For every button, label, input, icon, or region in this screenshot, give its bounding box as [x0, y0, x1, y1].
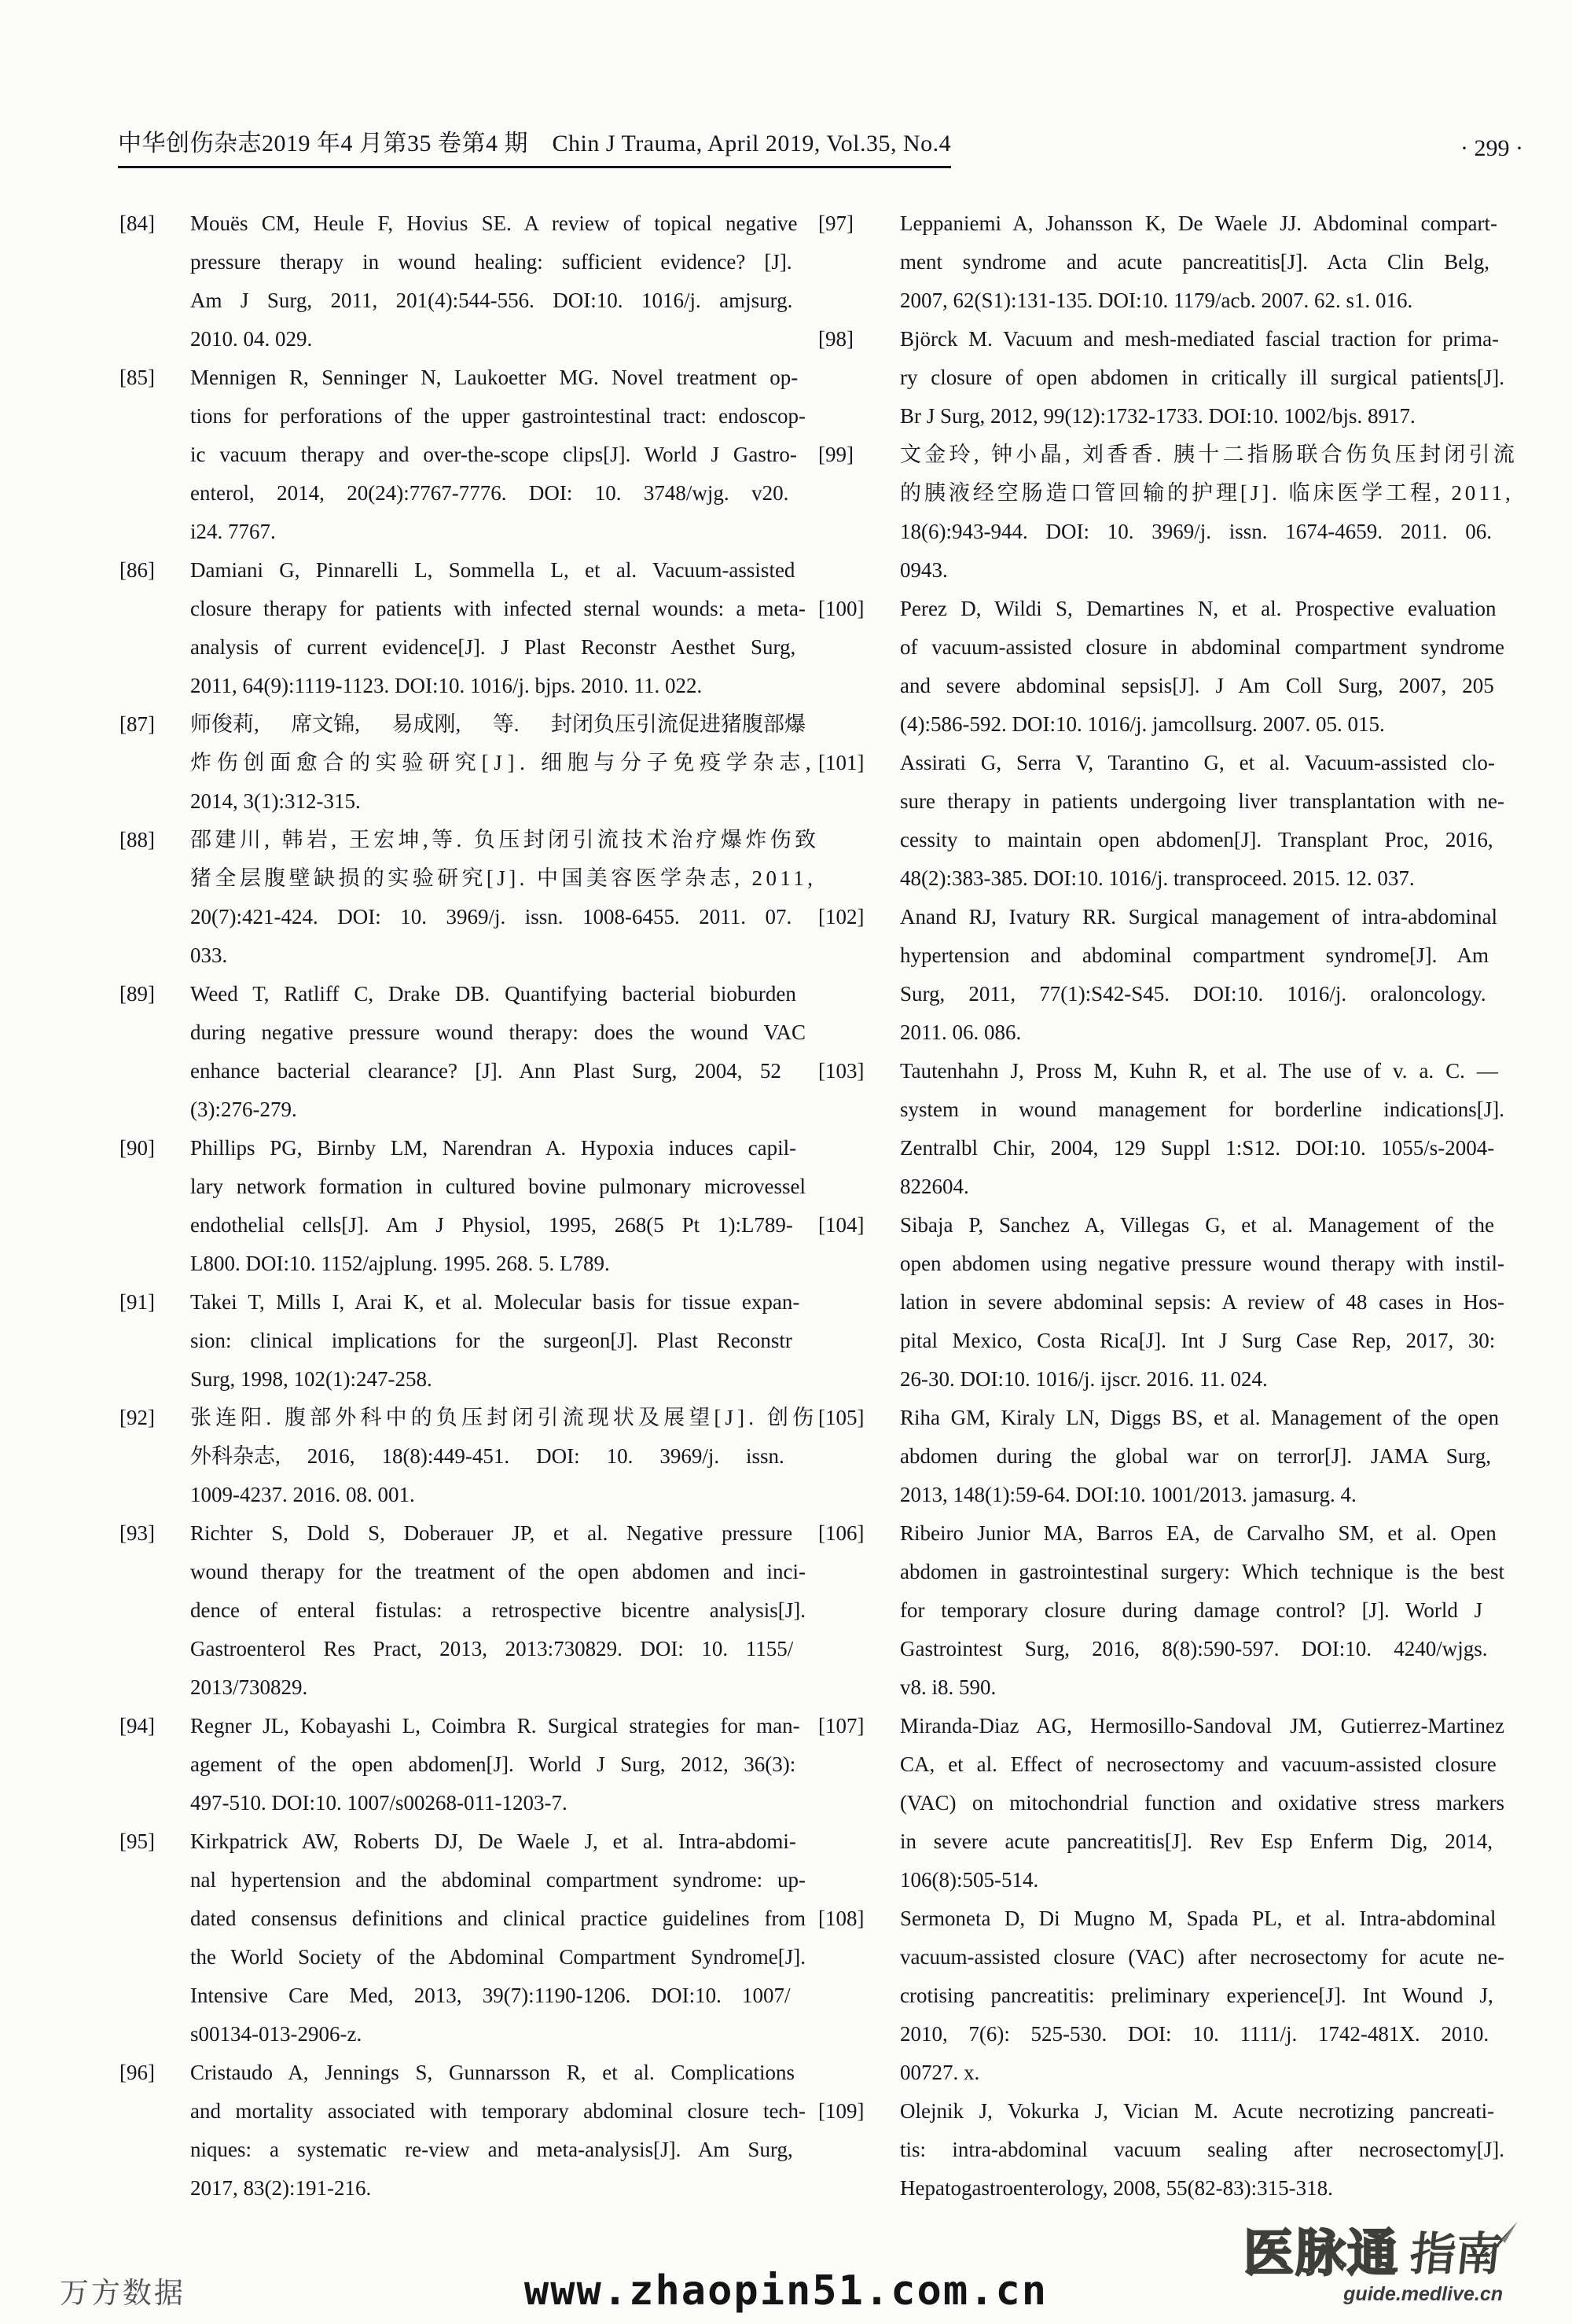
- reference-number: [93]: [119, 1521, 155, 1545]
- reference-text: [190, 821, 820, 975]
- reference-line: Miranda-Diaz AG, Hermosillo-Sandoval JM, Gutierrez-Martinez: [900, 1714, 1505, 1737]
- reference-line: closure therapy for patients with infected sternal wounds: a meta-: [190, 597, 806, 620]
- reference-number: [95]: [119, 1829, 155, 1853]
- reference-line: 师俊莉, 席文锦, 易成刚, 等. 封闭负压引流促进猪腹部爆: [190, 712, 806, 736]
- reference-line: 炸伤创面愈合的实验研究[J]. 细胞与分子免疫学杂志,: [190, 751, 817, 774]
- reference-text: [190, 705, 817, 821]
- reference-line: Perez D, Wildi S, Demartines N, et al. Prospective evaluation: [900, 597, 1497, 620]
- reference-line: analysis of current evidence[J]. J Plast Reconstr Aesthet Surg,: [190, 635, 796, 659]
- reference-line: enhance bacterial clearance? [J]. Ann Plast Surg, 2004, 52: [190, 1059, 781, 1083]
- reference-line: pital Mexico, Costa Rica[J]. Int J Surg Case Rep, 2017, 30:: [900, 1329, 1496, 1352]
- reference-number: [87]: [119, 712, 155, 736]
- reference-line: lary network formation in cultured bovine pulmonary microvessel: [190, 1175, 806, 1198]
- reference-line: Leppaniemi A, Johansson K, De Waele JJ. Abdominal compart-: [900, 211, 1498, 235]
- reference-number: [100]: [818, 597, 865, 620]
- reference-text: [190, 1822, 806, 2054]
- reference-number: [99]: [818, 443, 854, 466]
- reference-number: [103]: [818, 1059, 865, 1083]
- reference-number: [97]: [818, 211, 854, 235]
- reference-item: [119, 1129, 806, 1283]
- reference-line: ment syndrome and acute pancreatitis[J]. Acta Clin Belg,: [900, 250, 1490, 274]
- reference-item: [818, 204, 1504, 320]
- reference-number: [109]: [818, 2099, 865, 2123]
- reference-line: 2014, 3(1):312-315.: [190, 789, 361, 813]
- reference-number: [106]: [818, 1521, 865, 1545]
- reference-line: s00134-013-2906-z.: [190, 2022, 362, 2046]
- reference-line: Assirati G, Serra V, Tarantino G, et al. Vacuum-assisted clo-: [900, 751, 1495, 774]
- reference-text: [190, 975, 806, 1129]
- reference-text: [190, 1514, 806, 1707]
- reference-line: 2010, 7(6): 525-530. DOI: 10. 1111/j. 1742-481X. 2010.: [900, 2022, 1489, 2046]
- reference-number: [88]: [119, 828, 155, 851]
- reference-item: [119, 2054, 806, 2208]
- reference-line: tions for perforations of the upper gastrointestinal tract: endoscop-: [190, 404, 806, 428]
- reference-number: [98]: [818, 327, 854, 351]
- reference-line: 1009-4237. 2016. 08. 001.: [190, 1483, 415, 1506]
- reference-text: [190, 1283, 806, 1399]
- reference-line: (4):586-592. DOI:10. 1016/j. jamcollsurg. 2007. 05. 015.: [900, 712, 1385, 736]
- reference-line: 2010. 04. 029.: [190, 327, 313, 351]
- reference-item: [818, 436, 1519, 590]
- reference-line: crotising pancreatitis: preliminary experience[J]. Int Wound J,: [900, 1984, 1493, 2007]
- reference-text: [900, 320, 1504, 436]
- reference-line: Br J Surg, 2012, 99(12):1732-1733. DOI:10. 1002/bjs. 8917.: [900, 404, 1416, 428]
- reference-line: Björck M. Vacuum and mesh-mediated fascial traction for prima-: [900, 327, 1500, 351]
- reference-line: lation in severe abdominal sepsis: A review of 48 cases in Hos-: [900, 1290, 1504, 1314]
- reference-text: [900, 2092, 1504, 2208]
- reference-number: [86]: [119, 558, 155, 582]
- reference-line: abdomen during the global war on terror[J]. JAMA Surg,: [900, 1444, 1491, 1468]
- reference-line: Gastrointest Surg, 2016, 8(8):590-597. DOI:10. 4240/wjgs.: [900, 1637, 1488, 1660]
- reference-line: during negative pressure wound therapy: does the wound VAC: [190, 1020, 806, 1044]
- reference-item: [119, 1283, 806, 1399]
- reference-line: niques: a systematic re-view and meta-analysis[J]. Am Surg,: [190, 2138, 793, 2161]
- reference-item: [119, 705, 817, 821]
- reference-line: v8. i8. 590.: [900, 1675, 997, 1699]
- reference-line: Weed T, Ratliff C, Drake DB. Quantifying bacterial bioburden: [190, 982, 796, 1006]
- reference-line: Surg, 2011, 77(1):S42-S45. DOI:10. 1016/j. oraloncology.: [900, 982, 1486, 1006]
- reference-item: [119, 1514, 806, 1707]
- reference-item: [119, 1399, 818, 1514]
- reference-text: [190, 2054, 806, 2208]
- reference-item: [818, 590, 1504, 744]
- reference-item: [119, 1822, 806, 2054]
- reference-text: [190, 1129, 806, 1283]
- reference-item: [119, 975, 806, 1129]
- reference-line: Damiani G, Pinnarelli L, Sommella L, et al. Vacuum-assisted: [190, 558, 795, 582]
- reference-text: [900, 1899, 1504, 2092]
- reference-line: hypertension and abdominal compartment syndrome[J]. Am: [900, 943, 1489, 967]
- medlive-logo: [1243, 2225, 1504, 2306]
- reference-line: 0943.: [900, 558, 948, 582]
- reference-line: (VAC) on mitochondrial function and oxidative stress markers: [900, 1791, 1505, 1815]
- reference-number: [94]: [119, 1714, 155, 1737]
- reference-item: [818, 898, 1504, 1052]
- reference-line: 外科杂志, 2016, 18(8):449-451. DOI: 10. 3969/j. issn.: [190, 1444, 784, 1468]
- reference-line: Mennigen R, Senninger N, Laukoetter MG. Novel treatment op-: [190, 366, 799, 389]
- reference-line: 邵建川, 韩岩, 王宏坤,等. 负压封闭引流技术治疗爆炸伤致: [190, 828, 820, 851]
- reference-line: (3):276-279.: [190, 1098, 297, 1121]
- reference-line: Intensive Care Med, 2013, 39(7):1190-1206. DOI:10. 1007/: [190, 1984, 791, 2007]
- reference-line: 2007, 62(S1):131-135. DOI:10. 1179/acb. 2007. 62. s1. 016.: [900, 289, 1413, 312]
- reference-line: 106(8):505-514.: [900, 1868, 1039, 1892]
- reference-line: 00727. x.: [900, 2061, 980, 2084]
- reference-column-left: [119, 204, 820, 2208]
- medlive-url: guide.medlive.cn: [1343, 2283, 1503, 2305]
- reference-text: [900, 204, 1504, 320]
- reference-number: [89]: [119, 982, 155, 1006]
- reference-line: 2013, 148(1):59-64. DOI:10. 1001/2013. jamasurg. 4.: [900, 1483, 1357, 1506]
- reference-number: [84]: [119, 211, 155, 235]
- reference-line: 497-510. DOI:10. 1007/s00268-011-1203-7.: [190, 1791, 567, 1815]
- reference-line: 猪全层腹壁缺损的实验研究[J]. 中国美容医学杂志, 2011,: [190, 866, 817, 890]
- reference-line: Riha GM, Kiraly LN, Diggs BS, et al. Management of the open: [900, 1406, 1500, 1429]
- reference-line: 文金玲, 钟小晶, 刘香香. 胰十二指肠联合伤负压封闭引流: [900, 443, 1519, 466]
- page-number: · 299 ·: [1460, 135, 1523, 161]
- reference-line: Am J Surg, 2011, 201(4):544-556. DOI:10. 1016/j. amjsurg.: [190, 289, 793, 312]
- reference-text: [900, 1399, 1504, 1514]
- compass-needle-icon: [1478, 2219, 1526, 2270]
- reference-number: [108]: [818, 1907, 865, 1930]
- reference-item: [818, 2092, 1504, 2208]
- reference-line: 48(2):383-385. DOI:10. 1016/j. transproceed. 2015. 12. 037.: [900, 866, 1415, 890]
- reference-text: [190, 359, 806, 551]
- reference-line: agement of the open abdomen[J]. World J Surg, 2012, 36(3):: [190, 1752, 796, 1776]
- reference-line: Phillips PG, Birnby LM, Narendran A. Hypoxia induces capil-: [190, 1136, 797, 1160]
- reference-text: [190, 204, 806, 359]
- reference-line: endothelial cells[J]. Am J Physiol, 1995, 268(5 Pt 1):L789-: [190, 1213, 793, 1237]
- reference-line: pressure therapy in wound healing: sufficient evidence? [J].: [190, 250, 792, 274]
- reference-number: [104]: [818, 1213, 865, 1237]
- medlive-guide-text: 指南: [1408, 2231, 1504, 2278]
- reference-line: tis: intra-abdominal vacuum sealing after necrosectomy[J].: [900, 2138, 1504, 2161]
- reference-text: [900, 898, 1504, 1052]
- reference-line: i24. 7767.: [190, 520, 276, 543]
- reference-line: 2011. 06. 086.: [900, 1020, 1022, 1044]
- reference-line: dated consensus definitions and clinical practice guidelines from: [190, 1907, 806, 1930]
- reference-line: CA, et al. Effect of necrosectomy and vacuum-assisted closure: [900, 1752, 1497, 1776]
- reference-text: [900, 590, 1504, 744]
- reference-number: [105]: [818, 1406, 865, 1429]
- reference-item: [818, 744, 1504, 898]
- reference-line: Surg, 1998, 102(1):247-258.: [190, 1367, 432, 1391]
- reference-text: [900, 436, 1519, 590]
- reference-line: 2011, 64(9):1119-1123. DOI:10. 1016/j. bjps. 2010. 11. 022.: [190, 674, 703, 697]
- reference-line: 张连阳. 腹部外科中的负压封闭引流现状及展望[J]. 创伤: [190, 1406, 818, 1429]
- reference-number: [92]: [119, 1406, 155, 1429]
- reference-number: [101]: [818, 751, 865, 774]
- medlive-logo-text: 医脉通: [1243, 2225, 1399, 2282]
- reference-line: and mortality associated with temporary abdominal closure tech-: [190, 2099, 806, 2123]
- reference-line: Sermoneta D, Di Mugno M, Spada PL, et al. Intra-abdominal: [900, 1907, 1497, 1930]
- reference-text: [190, 551, 806, 705]
- reference-line: Olejnik J, Vokurka J, Vician M. Acute necrotizing pancreati-: [900, 2099, 1495, 2123]
- reference-item: [119, 359, 806, 551]
- reference-line: vacuum-assisted closure (VAC) after necrosectomy for acute ne-: [900, 1945, 1505, 1969]
- reference-line: nal hypertension and the abdominal compartment syndrome: up-: [190, 1868, 806, 1892]
- reference-line: 2017, 83(2):191-216.: [190, 2176, 372, 2200]
- reference-line: Kirkpatrick AW, Roberts DJ, De Waele J, et al. Intra-abdomi-: [190, 1829, 796, 1853]
- reference-line: Anand RJ, Ivatury RR. Surgical management of intra-abdominal: [900, 905, 1498, 928]
- reference-line: Mouës CM, Heule F, Hovius SE. A review of topical negative: [190, 211, 798, 235]
- reference-line: in severe acute pancreatitis[J]. Rev Esp Enferm Dig, 2014,: [900, 1829, 1493, 1853]
- reference-text: [900, 1206, 1504, 1399]
- reference-line: and severe abdominal sepsis[J]. J Am Coll Surg, 2007, 205: [900, 674, 1494, 697]
- reference-line: ic vacuum therapy and over-the-scope clips[J]. World J Gastro-: [190, 443, 797, 466]
- reference-number: [91]: [119, 1290, 155, 1314]
- reference-line: abdomen in gastrointestinal surgery: Which technique is the best: [900, 1560, 1504, 1583]
- reference-line: dence of enteral fistulas: a retrospective bicentre analysis[J].: [190, 1598, 806, 1622]
- reference-line: Ribeiro Junior MA, Barros EA, de Carvalho SM, et al. Open: [900, 1521, 1497, 1545]
- reference-item: [119, 551, 806, 705]
- reference-list: [119, 204, 1519, 2208]
- reference-number: [90]: [119, 1136, 155, 1160]
- reference-text: [900, 1514, 1504, 1707]
- reference-line: 18(6):943-944. DOI: 10. 3969/j. issn. 1674-4659. 2011. 06.: [900, 520, 1492, 543]
- reference-item: [818, 1206, 1504, 1399]
- reference-text: [190, 1399, 818, 1514]
- wanfang-watermark: 万方数据: [60, 2278, 185, 2310]
- reference-line: cessity to maintain open abdomen[J]. Transplant Proc, 2016,: [900, 828, 1493, 851]
- reference-line: Regner JL, Kobayashi L, Coimbra R. Surgical strategies for man-: [190, 1714, 800, 1737]
- reference-line: the World Society of the Abdominal Compartment Syndrome[J].: [190, 1945, 806, 1969]
- reference-number: [102]: [818, 905, 865, 928]
- reference-text: [900, 1052, 1504, 1206]
- reference-line: Zentralbl Chir, 2004, 129 Suppl 1:S12. DOI:10. 1055/s-2004-: [900, 1136, 1495, 1160]
- reference-number: [107]: [818, 1714, 865, 1737]
- reference-line: for temporary closure during damage control? [J]. World J: [900, 1598, 1483, 1622]
- reference-line: 2013/730829.: [190, 1675, 308, 1699]
- reference-item: [818, 1514, 1504, 1707]
- reference-column-right: [818, 204, 1519, 2208]
- reference-line: wound therapy for the treatment of the open abdomen and inci-: [190, 1560, 806, 1583]
- reference-item: [818, 1052, 1504, 1206]
- reference-text: [190, 1707, 806, 1822]
- site-watermark: www.zhaopin51.com.cn: [523, 2267, 1049, 2315]
- reference-line: enterol, 2014, 20(24):7767-7776. DOI: 10. 3748/wjg. v20.: [190, 481, 789, 505]
- reference-line: L800. DOI:10. 1152/ajplung. 1995. 268. 5. L789.: [190, 1252, 610, 1275]
- reference-line: Hepatogastroenterology, 2008, 55(82-83):315-318.: [900, 2176, 1333, 2200]
- reference-line: ry closure of open abdomen in critically ill surgical patients[J].: [900, 366, 1504, 389]
- reference-line: of vacuum-assisted closure in abdominal compartment syndrome: [900, 635, 1505, 659]
- reference-line: 033.: [190, 943, 228, 967]
- reference-item: [119, 821, 820, 975]
- reference-line: 20(7):421-424. DOI: 10. 3969/j. issn. 1008-6455. 2011. 07.: [190, 905, 792, 928]
- reference-line: 的胰液经空肠造口管回输的护理[J]. 临床医学工程, 2011,: [900, 481, 1514, 505]
- reference-line: Sibaja P, Sanchez A, Villegas G, et al. Management of the: [900, 1213, 1494, 1237]
- journal-header: 中华创伤杂志2019 年4 月第35 卷第4 期 Chin J Trauma, April 2019, Vol.35, No.4: [118, 131, 951, 168]
- reference-number: [96]: [119, 2061, 155, 2084]
- reference-line: 822604.: [900, 1175, 969, 1198]
- reference-line: Cristaudo A, Jennings S, Gunnarsson R, et al. Complications: [190, 2061, 795, 2084]
- reference-line: Tautenhahn J, Pross M, Kuhn R, et al. The use of v. a. C. —: [900, 1059, 1498, 1083]
- reference-line: Gastroenterol Res Pract, 2013, 2013:730829. DOI: 10. 1155/: [190, 1637, 794, 1660]
- reference-number: [85]: [119, 366, 155, 389]
- reference-item: [119, 204, 806, 359]
- reference-item: [818, 1399, 1504, 1514]
- reference-line: 26-30. DOI:10. 1016/j. ijscr. 2016. 11. 024.: [900, 1367, 1268, 1391]
- reference-item: [818, 320, 1504, 436]
- reference-line: sure therapy in patients undergoing liver transplantation with ne-: [900, 789, 1505, 813]
- reference-line: open abdomen using negative pressure wound therapy with instil-: [900, 1252, 1505, 1275]
- reference-line: Richter S, Dold S, Doberauer JP, et al. Negative pressure: [190, 1521, 793, 1545]
- reference-item: [119, 1707, 806, 1822]
- reference-text: [900, 744, 1504, 898]
- reference-text: [900, 1707, 1504, 1899]
- reference-line: system in wound management for borderline indications[J].: [900, 1098, 1505, 1121]
- reference-item: [818, 1899, 1504, 2092]
- reference-line: Takei T, Mills I, Arai K, et al. Molecular basis for tissue expan-: [190, 1290, 800, 1314]
- reference-line: sion: clinical implications for the surgeon[J]. Plast Reconstr: [190, 1329, 792, 1352]
- reference-item: [818, 1707, 1504, 1899]
